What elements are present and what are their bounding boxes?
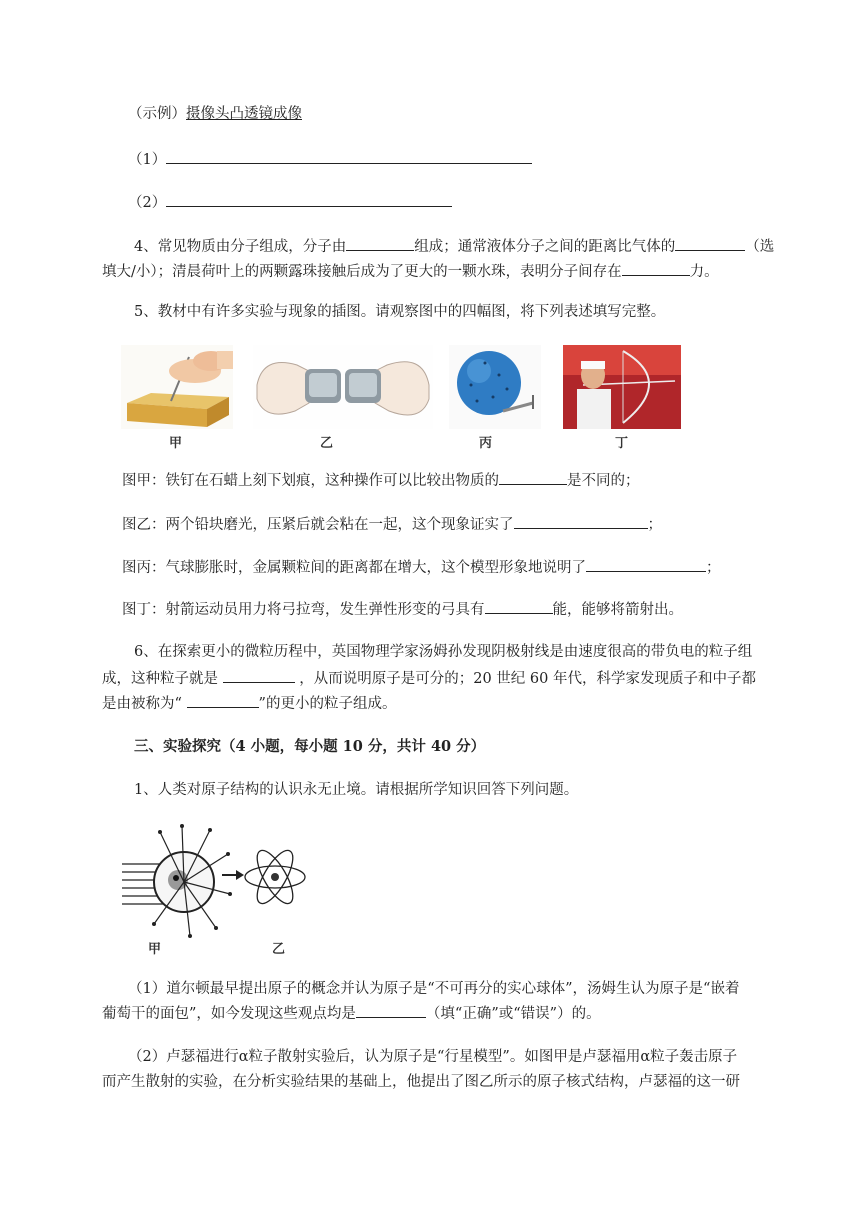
- q5-jia-tail: 是不同的；: [567, 473, 640, 489]
- example-prefix: （示例）: [128, 106, 186, 122]
- q5-yi-text: 图乙：两个铅块磨光，压紧后就会粘在一起，这个现象证实了: [122, 517, 514, 533]
- q4-line-2: [102, 261, 719, 282]
- q5-jia-text: 图甲：铁钉在石蜡上刻下划痕，这种操作可以比较出物质的: [122, 473, 499, 489]
- q5-yi-blank[interactable]: [514, 514, 648, 529]
- q5-jia: [122, 470, 640, 491]
- q5-yi-tail: ；: [647, 517, 662, 533]
- section-heading: 三、实验探究（4 小题，每小题 10 分，共计 40 分）: [134, 738, 486, 755]
- p2-line-1: （2）卢瑟福进行α粒子散射实验后，认为原子是“行星模型”。如图甲是卢瑟福用α粒子轰击原子: [128, 1049, 738, 1065]
- example-line: [128, 104, 302, 124]
- p2-line-2: 而产生散射的实验，在分析实验结果的基础上，他提出了图乙所示的原子核式结构，卢瑟福的这一研: [102, 1074, 740, 1090]
- q5-ding: [122, 599, 683, 620]
- figure-ding-archer: [563, 345, 681, 429]
- figure-bing-balloon: [449, 345, 541, 429]
- answer-line-1: [128, 149, 532, 170]
- q4-blank-2[interactable]: [675, 236, 745, 251]
- q4-text-d: 填大/小）；清晨荷叶上的两颗露珠接触后成为了更大的一颗水珠，表明分子间存在: [102, 264, 622, 280]
- caption-fig-yi: 乙: [272, 942, 286, 957]
- figure-atom-model: [242, 846, 308, 908]
- q6-blank-1[interactable]: [223, 668, 295, 683]
- p1-line-1: （1）道尔顿最早提出原子的概念并认为原子是“不可再分的实心球体”，汤姆生认为原子是“嵌着: [128, 981, 740, 997]
- q6-line-2: [102, 668, 756, 689]
- q4-blank-3[interactable]: [622, 261, 690, 276]
- figure-alpha-scattering: [120, 824, 232, 940]
- caption-bing: 丙: [479, 436, 493, 451]
- s3-q1-intro: 1、人类对原子结构的认识永无止境。请根据所学知识回答下列问题。: [134, 782, 579, 798]
- q4-line-1: [134, 236, 774, 257]
- caption-jia: 甲: [169, 436, 183, 451]
- answer-blank-1[interactable]: [166, 149, 532, 164]
- q5-yi: [122, 514, 662, 535]
- q4-text-e: 力。: [689, 264, 719, 280]
- answer-blank-2[interactable]: [166, 192, 452, 207]
- q5-ding-tail: 能，能够将箭射出。: [552, 602, 683, 618]
- figure-jia-nail-wax: [121, 345, 233, 429]
- q4-text-b: 组成；通常液体分子之间的距离比气体的: [414, 239, 676, 255]
- item-label-1: （1）: [128, 152, 167, 168]
- q6-text-b: ，从而说明原子是可分的；20 世纪 60 年代，科学家发现质子和中子都: [294, 671, 756, 687]
- q6-blank-2[interactable]: [187, 693, 259, 708]
- q5-intro: 5、教材中有许多实验与现象的插图。请观察图中的四幅图，将下列表述填写完整。: [134, 304, 666, 320]
- q5-ding-blank[interactable]: [485, 599, 553, 614]
- p1-text-b: （填“正确”或“错误”）的。: [425, 1006, 601, 1022]
- q6-text-a: 成，这种粒子就是: [102, 671, 223, 687]
- q5-bing-blank[interactable]: [586, 557, 706, 572]
- q6-text-c: 是由被称为“: [102, 696, 187, 712]
- q5-bing-tail: ；: [706, 560, 721, 576]
- figure-yi-lead-blocks: [253, 345, 433, 429]
- q4-text-a: 4、常见物质由分子组成，分子由: [134, 239, 347, 255]
- q4-text-c: （选: [745, 239, 775, 255]
- answer-line-2: [128, 192, 452, 213]
- q5-ding-text: 图丁：射箭运动员用力将弓拉弯，发生弹性形变的弓具有: [122, 602, 485, 618]
- caption-fig-jia: 甲: [148, 942, 162, 957]
- p1-line-2: [102, 1003, 601, 1024]
- caption-yi: 乙: [320, 436, 334, 451]
- p1-text-a: 葡萄干的面包”，如今发现这些观点均是: [102, 1006, 356, 1022]
- q5-jia-blank[interactable]: [499, 470, 567, 485]
- item-label-2: （2）: [128, 195, 167, 211]
- p1-blank[interactable]: [356, 1003, 426, 1018]
- q5-bing-text: 图丙：气球膨胀时，金属颗粒间的距离都在增大，这个模型形象地说明了: [122, 560, 586, 576]
- example-answer: 摄像头凸透镜成像: [186, 106, 302, 122]
- q4-blank-1[interactable]: [346, 236, 414, 251]
- q5-bing: [122, 557, 721, 578]
- q6-line-1: 6、在探索更小的微粒历程中，英国物理学家汤姆孙发现阴极射线是由速度很高的带负电的粒子组: [134, 644, 753, 660]
- q6-line-3: [102, 693, 396, 714]
- q6-text-d: ”的更小的粒子组成。: [258, 696, 397, 712]
- caption-ding: 丁: [615, 436, 629, 451]
